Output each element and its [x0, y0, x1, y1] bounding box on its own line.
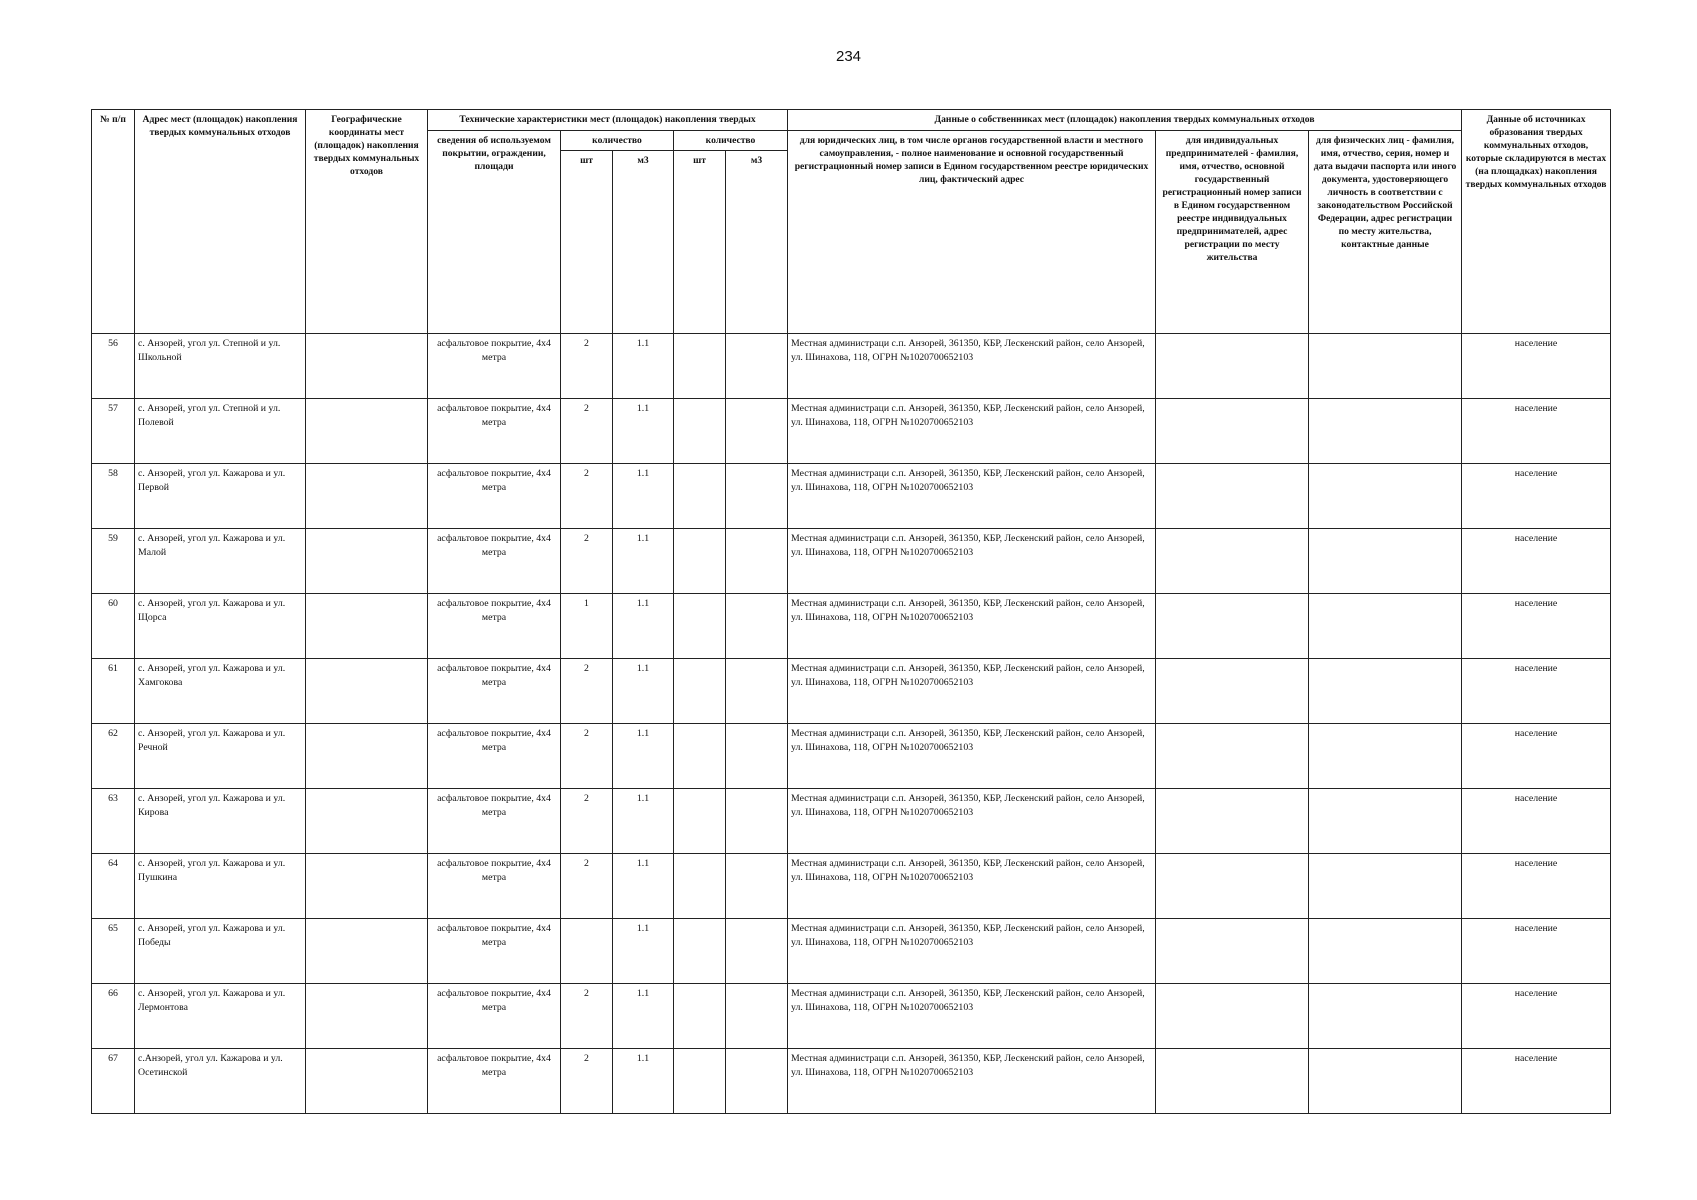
individual-cell — [1309, 594, 1462, 659]
row-number: 60 — [92, 594, 135, 659]
surface-cell: асфальтовое покрытие, 4х4 метра — [428, 854, 561, 919]
coords-cell — [306, 464, 428, 529]
table-row — [92, 334, 1611, 399]
row-number: 58 — [92, 464, 135, 529]
entrepreneur-cell — [1156, 464, 1309, 529]
containers-pcs-cell: 2 — [561, 789, 613, 854]
source-cell: население — [1462, 334, 1611, 399]
address-cell: с. Анзорей, угол ул. Кажарова и ул. Речной — [135, 724, 306, 789]
row-number: 64 — [92, 854, 135, 919]
header-tech-group-text: Технические характеристики мест (площадок) накопления твердых — [459, 114, 756, 125]
owner-cell: Местная администраци с.п. Анзорей, 361350, КБР, Лескенский район, село Анзорей, ул. Шинахова, 118, ОГРН №1020700652103 — [788, 984, 1156, 1049]
owner-cell: Местная администраци с.п. Анзорей, 361350, КБР, Лескенский район, село Анзорей, ул. Шинахова, 118, ОГРН №1020700652103 — [788, 659, 1156, 724]
coords-cell — [306, 854, 428, 919]
planned-pcs-cell — [674, 854, 726, 919]
coords-cell — [306, 919, 428, 984]
waste-sites-table — [91, 109, 1611, 1114]
source-cell: население — [1462, 789, 1611, 854]
planned-m3-cell — [726, 594, 788, 659]
containers-m3-cell: 1.1 — [613, 789, 674, 854]
header-surface: сведения об используемом покрытии, ограждении, площади — [428, 131, 561, 334]
containers-pcs-cell: 2 — [561, 724, 613, 789]
owner-cell: Местная администраци с.п. Анзорей, 361350, КБР, Лескенский район, село Анзорей, ул. Шинахова, 118, ОГРН №1020700652103 — [788, 919, 1156, 984]
header-individuals: для физических лиц - фамилия, имя, отчество, серия, номер и дата выдачи паспорта или иного документа, удостоверяющего личность в соответствии с законодательством Российской Федерации, адрес регистрации по месту жительства, контактные данные — [1309, 131, 1462, 334]
source-cell: население — [1462, 399, 1611, 464]
individual-cell — [1309, 529, 1462, 594]
surface-cell: асфальтовое покрытие, 4х4 метра — [428, 399, 561, 464]
owner-cell: Местная администраци с.п. Анзорей, 361350, КБР, Лескенский район, село Анзорей, ул. Шинахова, 118, ОГРН №1020700652103 — [788, 464, 1156, 529]
planned-m3-cell — [726, 854, 788, 919]
row-number: 57 — [92, 399, 135, 464]
containers-pcs-cell: 2 — [561, 334, 613, 399]
header-entrepreneurs: для индивидуальных предпринимателей - фамилия, имя, отчество, основной государственный регистрационный номер записи в Едином государственном реестре индивидуальных предпринимателей, адрес регистрации по месту жительства — [1156, 131, 1309, 334]
planned-m3-cell — [726, 919, 788, 984]
page-number: 234 — [835, 48, 862, 65]
coords-cell — [306, 594, 428, 659]
containers-m3-cell: 1.1 — [613, 399, 674, 464]
table-body — [92, 334, 1611, 1114]
individual-cell — [1309, 984, 1462, 1049]
containers-pcs-cell — [561, 919, 613, 984]
row-number: 67 — [92, 1049, 135, 1114]
containers-m3-cell: 1.1 — [613, 529, 674, 594]
source-cell: население — [1462, 854, 1611, 919]
row-number: 63 — [92, 789, 135, 854]
owner-cell: Местная администраци с.п. Анзорей, 361350, КБР, Лескенский район, село Анзорей, ул. Шинахова, 118, ОГРН №1020700652103 — [788, 529, 1156, 594]
source-cell: население — [1462, 529, 1611, 594]
row-number: 56 — [92, 334, 135, 399]
header-row-top — [92, 110, 1611, 131]
address-cell: с. Анзорей, угол ул. Кажарова и ул. Малой — [135, 529, 306, 594]
address-cell: с. Анзорей, угол ул. Кажарова и ул. Хамгокова — [135, 659, 306, 724]
address-cell: с. Анзорей, угол ул. Кажарова и ул. Победы — [135, 919, 306, 984]
containers-m3-cell: 1.1 — [613, 334, 674, 399]
individual-cell — [1309, 789, 1462, 854]
coords-cell — [306, 659, 428, 724]
containers-pcs-cell: 2 — [561, 984, 613, 1049]
owner-cell: Местная администраци с.п. Анзорей, 361350, КБР, Лескенский район, село Анзорей, ул. Шинахова, 118, ОГРН №1020700652103 — [788, 1049, 1156, 1114]
coords-cell — [306, 724, 428, 789]
header-sources: Данные об источниках образования твердых коммунальных отходов, которые складируются в местах (на площадках) накопления твердых коммунальных отходов — [1462, 110, 1611, 334]
table-row — [92, 1049, 1611, 1114]
planned-pcs-cell — [674, 1049, 726, 1114]
header-unit-pcs: шт — [561, 151, 613, 334]
table-row — [92, 984, 1611, 1049]
table-row — [92, 464, 1611, 529]
entrepreneur-cell — [1156, 659, 1309, 724]
planned-pcs-cell — [674, 724, 726, 789]
owner-cell: Местная администраци с.п. Анзорей, 361350, КБР, Лескенский район, село Анзорей, ул. Шинахова, 118, ОГРН №1020700652103 — [788, 724, 1156, 789]
header-legal: для юридических лиц, в том числе органов государственной власти и местного самоуправления, - полное наименование и основной государственный регистрационный номер записи в Едином государственном реестре юридических лиц, фактический адрес — [788, 131, 1156, 334]
entrepreneur-cell — [1156, 854, 1309, 919]
planned-m3-cell — [726, 399, 788, 464]
source-cell: население — [1462, 1049, 1611, 1114]
containers-m3-cell: 1.1 — [613, 464, 674, 529]
containers-m3-cell: 1.1 — [613, 724, 674, 789]
header-qty-placed-text: количество — [592, 135, 642, 146]
row-number: 59 — [92, 529, 135, 594]
surface-cell: асфальтовое покрытие, 4х4 метра — [428, 724, 561, 789]
containers-pcs-cell: 2 — [561, 659, 613, 724]
planned-m3-cell — [726, 789, 788, 854]
entrepreneur-cell — [1156, 789, 1309, 854]
individual-cell — [1309, 334, 1462, 399]
containers-pcs-cell: 1 — [561, 594, 613, 659]
containers-pcs-cell: 2 — [561, 529, 613, 594]
coords-cell — [306, 1049, 428, 1114]
table-row — [92, 399, 1611, 464]
header-num: № п/п — [92, 110, 135, 334]
source-cell: население — [1462, 594, 1611, 659]
planned-pcs-cell — [674, 789, 726, 854]
table-row — [92, 789, 1611, 854]
containers-pcs-cell: 2 — [561, 399, 613, 464]
individual-cell — [1309, 399, 1462, 464]
containers-pcs-cell: 2 — [561, 854, 613, 919]
header-owners-group: Данные о собственниках мест (площадок) накопления твердых коммунальных отходов — [788, 110, 1462, 131]
surface-cell: асфальтовое покрытие, 4х4 метра — [428, 1049, 561, 1114]
surface-cell: асфальтовое покрытие, 4х4 метра — [428, 659, 561, 724]
address-cell: с. Анзорей, угол ул. Кажарова и ул. Лермонтова — [135, 984, 306, 1049]
address-cell: с. Анзорей, угол ул. Кажарова и ул. Первой — [135, 464, 306, 529]
row-number: 65 — [92, 919, 135, 984]
planned-pcs-cell — [674, 334, 726, 399]
planned-pcs-cell — [674, 919, 726, 984]
owner-cell: Местная администраци с.п. Анзорей, 361350, КБР, Лескенский район, село Анзорей, ул. Шинахова, 118, ОГРН №1020700652103 — [788, 789, 1156, 854]
containers-m3-cell: 1.1 — [613, 919, 674, 984]
coords-cell — [306, 984, 428, 1049]
coords-cell — [306, 399, 428, 464]
containers-m3-cell: 1.1 — [613, 1049, 674, 1114]
address-cell: с.Анзорей, угол ул. Кажарова и ул. Осетинской — [135, 1049, 306, 1114]
header-address: Адрес мест (площадок) накопления твердых коммунальных отходов — [135, 110, 306, 334]
coords-cell — [306, 529, 428, 594]
address-cell: с. Анзорей, угол ул. Степной и ул. Школьной — [135, 334, 306, 399]
address-cell: с. Анзорей, угол ул. Кажарова и ул. Пушкина — [135, 854, 306, 919]
table-row — [92, 919, 1611, 984]
source-cell: население — [1462, 659, 1611, 724]
planned-pcs-cell — [674, 399, 726, 464]
source-cell: население — [1462, 464, 1611, 529]
header-qty-planned — [674, 131, 788, 151]
header-coords: Географические координаты мест (площадок) накопления твердых коммунальных отходов — [306, 110, 428, 334]
individual-cell — [1309, 659, 1462, 724]
entrepreneur-cell — [1156, 399, 1309, 464]
individual-cell — [1309, 464, 1462, 529]
source-cell: население — [1462, 919, 1611, 984]
entrepreneur-cell — [1156, 724, 1309, 789]
containers-m3-cell: 1.1 — [613, 659, 674, 724]
table-row — [92, 594, 1611, 659]
header-qty-placed — [561, 131, 674, 151]
coords-cell — [306, 334, 428, 399]
address-cell: с. Анзорей, угол ул. Кажарова и ул. Кирова — [135, 789, 306, 854]
entrepreneur-cell — [1156, 594, 1309, 659]
planned-pcs-cell — [674, 659, 726, 724]
source-cell: население — [1462, 724, 1611, 789]
owner-cell: Местная администраци с.п. Анзорей, 361350, КБР, Лескенский район, село Анзорей, ул. Шинахова, 118, ОГРН №1020700652103 — [788, 399, 1156, 464]
entrepreneur-cell — [1156, 919, 1309, 984]
entrepreneur-cell — [1156, 529, 1309, 594]
table-row — [92, 854, 1611, 919]
entrepreneur-cell — [1156, 334, 1309, 399]
planned-pcs-cell — [674, 464, 726, 529]
header-unit-m3: м3 — [613, 151, 674, 334]
individual-cell — [1309, 854, 1462, 919]
address-cell: с. Анзорей, угол ул. Кажарова и ул. Щорса — [135, 594, 306, 659]
coords-cell — [306, 789, 428, 854]
source-cell: население — [1462, 984, 1611, 1049]
owner-cell: Местная администраци с.п. Анзорей, 361350, КБР, Лескенский район, село Анзорей, ул. Шинахова, 118, ОГРН №1020700652103 — [788, 854, 1156, 919]
owner-cell: Местная администраци с.п. Анзорей, 361350, КБР, Лескенский район, село Анзорей, ул. Шинахова, 118, ОГРН №1020700652103 — [788, 334, 1156, 399]
header-tech-group — [428, 110, 788, 131]
entrepreneur-cell — [1156, 984, 1309, 1049]
containers-m3-cell: 1.1 — [613, 854, 674, 919]
containers-m3-cell: 1.1 — [613, 594, 674, 659]
planned-m3-cell — [726, 984, 788, 1049]
row-number: 61 — [92, 659, 135, 724]
planned-m3-cell — [726, 464, 788, 529]
header-unit-plan-pcs: шт — [674, 151, 726, 334]
surface-cell: асфальтовое покрытие, 4х4 метра — [428, 464, 561, 529]
table-header — [92, 110, 1611, 334]
row-number: 62 — [92, 724, 135, 789]
individual-cell — [1309, 1049, 1462, 1114]
planned-m3-cell — [726, 334, 788, 399]
table-row — [92, 659, 1611, 724]
owner-cell: Местная администраци с.п. Анзорей, 361350, КБР, Лескенский район, село Анзорей, ул. Шинахова, 118, ОГРН №1020700652103 — [788, 594, 1156, 659]
planned-m3-cell — [726, 1049, 788, 1114]
planned-m3-cell — [726, 529, 788, 594]
table-row — [92, 529, 1611, 594]
individual-cell — [1309, 724, 1462, 789]
surface-cell: асфальтовое покрытие, 4х4 метра — [428, 984, 561, 1049]
containers-pcs-cell: 2 — [561, 464, 613, 529]
entrepreneur-cell — [1156, 1049, 1309, 1114]
planned-pcs-cell — [674, 594, 726, 659]
containers-pcs-cell: 2 — [561, 1049, 613, 1114]
header-qty-planned-text: количество — [705, 135, 756, 146]
planned-pcs-cell — [674, 529, 726, 594]
planned-m3-cell — [726, 659, 788, 724]
individual-cell — [1309, 919, 1462, 984]
surface-cell: асфальтовое покрытие, 4х4 метра — [428, 529, 561, 594]
surface-cell: асфальтовое покрытие, 4х4 метра — [428, 334, 561, 399]
planned-pcs-cell — [674, 984, 726, 1049]
row-number: 66 — [92, 984, 135, 1049]
address-cell: с. Анзорей, угол ул. Степной и ул. Полевой — [135, 399, 306, 464]
surface-cell: асфальтовое покрытие, 4х4 метра — [428, 594, 561, 659]
header-unit-plan-m3: м3 — [726, 151, 788, 334]
surface-cell: асфальтовое покрытие, 4х4 метра — [428, 789, 561, 854]
table-row — [92, 724, 1611, 789]
containers-m3-cell: 1.1 — [613, 984, 674, 1049]
surface-cell: асфальтовое покрытие, 4х4 метра — [428, 919, 561, 984]
planned-m3-cell — [726, 724, 788, 789]
